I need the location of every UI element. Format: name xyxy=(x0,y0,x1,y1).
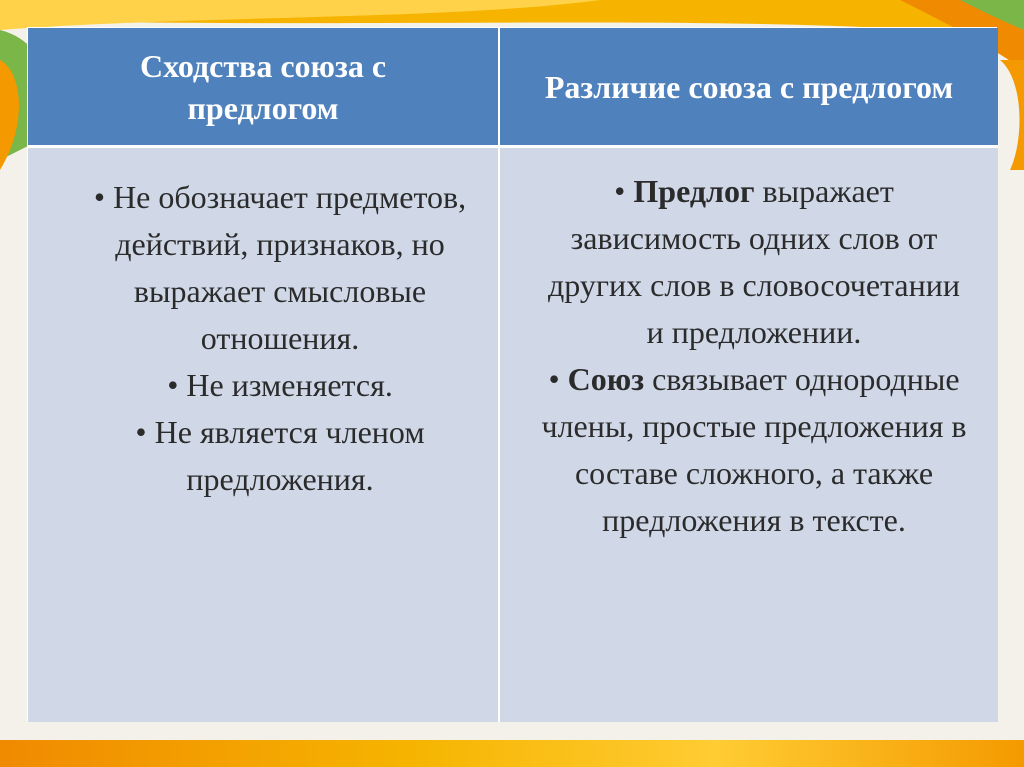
list-item xyxy=(72,174,488,362)
bullet-glyph: • xyxy=(614,173,626,209)
bottom-decorative-bar xyxy=(0,740,1024,767)
comparison-table xyxy=(27,27,997,721)
item-text: Не обозначает предметов, действий, признаков, но выражает смысловые отношения. xyxy=(113,179,467,356)
similarities-list xyxy=(72,174,488,503)
bullet-glyph: • xyxy=(93,179,106,215)
header-similarities: Сходства союза с предлогом xyxy=(28,28,500,148)
term-conjunction: Союз xyxy=(567,361,645,397)
item-text: Не является членом предложения. xyxy=(154,414,425,497)
item-text: связывает однородные члены, простые предложения в составе сложного, а также предложения в тексте. xyxy=(541,361,967,538)
list-item xyxy=(530,356,978,544)
list-item xyxy=(72,409,488,503)
term-preposition: Предлог xyxy=(633,173,755,209)
list-item xyxy=(72,362,488,409)
differences-list xyxy=(530,168,978,544)
item-text: выражает зависимость одних слов от других слов в словосочетании и предложении. xyxy=(548,173,960,350)
item-text: Не изменяется. xyxy=(186,367,393,403)
bullet-glyph: • xyxy=(548,361,560,397)
differences-cell xyxy=(500,148,998,722)
list-item xyxy=(530,168,978,356)
bullet-glyph: • xyxy=(167,367,179,403)
bullet-glyph: • xyxy=(135,414,147,450)
header-differences: Различие союза с предлогом xyxy=(500,28,998,148)
similarities-cell xyxy=(28,148,500,722)
